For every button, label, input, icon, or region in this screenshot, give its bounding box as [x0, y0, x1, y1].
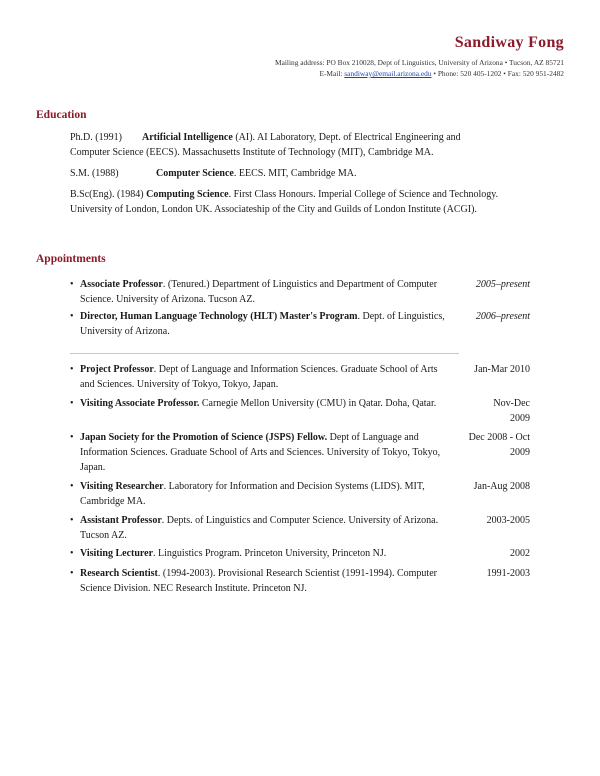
section-divider: [70, 353, 459, 354]
education-heading: Education: [36, 109, 87, 121]
degree: S.M. (1988): [70, 168, 119, 179]
appointment-details: . Laboratory for Information and Decision Systems (LIDS). MIT, Cambridge MA.: [80, 481, 425, 507]
bullet: •: [70, 548, 74, 559]
appointment-details: . Linguistics Program. Princeton University, Princeton NJ.: [153, 548, 387, 559]
field: Artificial Intelligence: [142, 132, 233, 143]
mailing-address: Mailing address: PO Box 210028, Dept of Linguistics, University of Arizona • Tucson, AZ 85721: [275, 58, 564, 67]
education-entry-phd: [70, 130, 500, 160]
details: . EECS. MIT, Cambridge MA.: [233, 168, 357, 179]
email-label: E-Mail:: [319, 69, 345, 78]
details: (AI). AI Laboratory, Dept. of Electrical Engineering and Computer Science (EECS). Massachusetts Institute of Technology (MIT), Cambridge MA.: [70, 132, 461, 158]
appointment-title: Director, Human Language Technology (HLT) Master's Program: [80, 311, 358, 322]
appointment-details: . Dept. of Linguistics, University of Arizona.: [80, 311, 445, 337]
bullet: •: [70, 481, 74, 492]
field: Computer Science: [156, 168, 234, 179]
bullet: •: [70, 568, 74, 579]
appointment-title: Visiting Associate Professor.: [80, 398, 200, 409]
bullet: •: [70, 515, 74, 526]
appointment-date: Nov-Dec 2009: [493, 398, 530, 424]
degree: Ph.D. (1991): [70, 132, 122, 143]
appointment-date: 2002: [510, 548, 530, 559]
appointments-heading: Appointments: [36, 253, 106, 265]
appointment-details: . Dept of Language and Information Sciences. Graduate School of Arts and Sciences. University of Tokyo, Tokyo, Japan.: [80, 364, 438, 390]
field: Computing Science: [146, 189, 229, 200]
appointment-title: Associate Professor: [80, 279, 163, 290]
appointment-details: Carnegie Mellon University (CMU) in Qatar. Doha, Qatar.: [199, 398, 437, 409]
bullet: •: [70, 311, 74, 322]
education-entry-bsc: [70, 187, 500, 217]
details: . First Class Honours. Imperial College of Science and Technology. University of London, London UK. Associateship of the City and Guilds of London Institute (ACGI).: [70, 189, 499, 215]
appointment-details: Dept of Language and Information Sciences. Graduate School of Arts and Sciences. University of Tokyo, Tokyo, Japan.: [80, 432, 441, 473]
appointment-title: Research Scientist: [80, 568, 158, 579]
bullet: •: [70, 364, 74, 375]
appointment-date: 2005–present: [475, 279, 530, 290]
education-entry-sm: [70, 166, 500, 181]
appointment-title: Visiting Lecturer: [80, 548, 154, 559]
appointment-title: Visiting Researcher: [80, 481, 164, 492]
appointment-details: . (1994-2003). Provisional Research Scientist (1991-1994). Computer Science Division. NEC Research Institute. Princeton NJ.: [80, 568, 437, 594]
appointment-date: 2006–present: [475, 311, 530, 322]
bullet: •: [70, 432, 74, 443]
appointment-details: . Depts. of Linguistics and Computer Science. University of Arizona. Tucson AZ.: [80, 515, 439, 541]
cv-name: Sandiway Fong: [454, 34, 564, 51]
phone-fax: • Phone: 520 405-1202 • Fax: 520 951-2482: [431, 69, 564, 78]
email-link[interactable]: sandiway@email.arizona.edu: [344, 69, 432, 78]
appointment-details: . (Tenured.) Department of Linguistics and Department of Computer Science. University of Arizona. Tucson AZ.: [80, 279, 438, 305]
degree: B.Sc(Eng). (1984): [70, 189, 144, 200]
appointment-title: Japan Society for the Promotion of Science (JSPS) Fellow.: [80, 432, 328, 443]
bullet: •: [70, 279, 74, 290]
appointment-title: Project Professor: [80, 364, 154, 375]
appointment-date: 1991-2003: [486, 568, 530, 579]
bullet: •: [70, 398, 74, 409]
appointment-date: 2003-2005: [486, 515, 530, 526]
appointment-date: Jan-Mar 2010: [474, 364, 530, 375]
appointment-title: Assistant Professor: [80, 515, 162, 526]
contact-line: [319, 69, 564, 78]
appointment-date: Jan-Aug 2008: [473, 481, 530, 492]
appointment-date: Dec 2008 - Oct 2009: [468, 432, 530, 458]
